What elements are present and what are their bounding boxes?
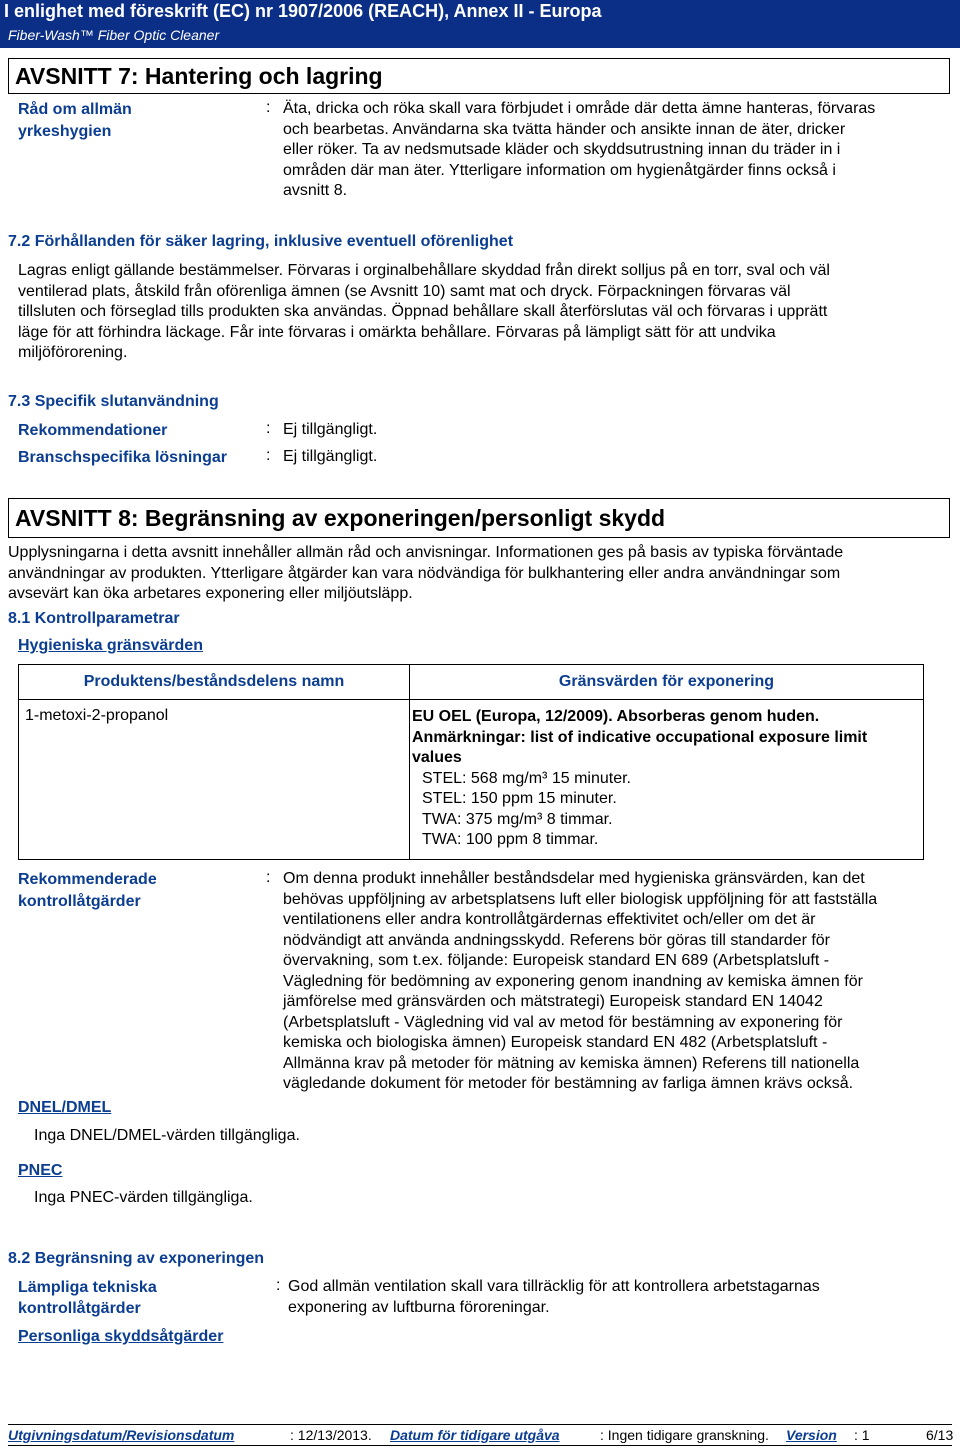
text-line: Äta, dricka och röka skall vara förbjudet i område där detta ämne hanteras, förvaras — [283, 100, 876, 117]
subsection-8-2-title: 8.2 Begränsning av exponeringen — [8, 1250, 265, 1267]
text-line: ventilerad plats, åtskild från oförenliga ämnen (se Avsnitt 10) samt mat och dryck. Förpackningen förvaras väl — [18, 282, 791, 300]
recommended-controls-label-2: kontrollåtgärder — [18, 893, 141, 910]
text-line: vägledande dokument för metoder för bestämning av farliga ämnen krävs också. — [283, 1075, 854, 1092]
issue-date-value: : 12/13/2013. — [290, 1427, 372, 1443]
text-line: God allmän ventilation skall vara tillräcklig för att kontrollera arbetstagarnas — [288, 1278, 820, 1295]
recommended-controls-label-1: Rekommenderade — [18, 871, 157, 888]
text-line: Lagras enligt gällande bestämmelser. Förvaras i orginalbehållare skyddad från direkt solljus på en torr, sval och väl — [18, 262, 830, 279]
engineering-controls-text — [288, 1277, 820, 1318]
column-header-name: Produktens/beståndsdelens namn — [19, 665, 410, 700]
exposure-limit-values — [410, 700, 924, 860]
section-8-heading: AVSNITT 8: Begränsning av exponeringen/personligt skydd — [8, 498, 950, 538]
pnec-text: Inga PNEC-värden tillgängliga. — [34, 1189, 253, 1206]
text-line: avsnitt 8. — [283, 182, 348, 199]
text-line: Om denna produkt innehåller beståndsdelar med hygieniska gränsvärden, kan det — [283, 870, 865, 887]
previous-date-value: : Ingen tidigare granskning. — [600, 1427, 769, 1443]
page-number: 6/13 — [926, 1427, 954, 1443]
colon: : — [276, 1277, 281, 1294]
dnel-dmel-text: Inga DNEL/DMEL-värden tillgängliga. — [34, 1127, 300, 1144]
text-line: tillsluten och förseglad tills produkten ska användas. Öppnad behållare skall återförslutas väl och förvaras i upprätt — [18, 303, 828, 320]
ingredient-name: 1-metoxi-2-propanol — [19, 700, 410, 860]
text-line: läge för att förhindra läckage. Får inte förvaras i omärkta behållare. Förvaras på lämpligt sätt för att undvika — [18, 323, 776, 341]
limit-value: TWA: 100 ppm 8 timmar. — [422, 831, 599, 848]
hygienic-limits-link[interactable]: Hygieniska gränsvärden — [18, 637, 203, 654]
colon: : — [266, 99, 271, 116]
version-value: : 1 — [854, 1427, 870, 1443]
text-line: miljöförorening. — [18, 344, 128, 361]
hygiene-text — [283, 99, 875, 202]
text-line: Vägledning för bedömning av exponering genom inandning av kemiska ämnen för — [283, 972, 863, 990]
colon: : — [266, 420, 271, 437]
text-line: eller röker. Ta av nedsmutsade kläder och skyddsutrustning innan du träder in i — [283, 141, 841, 158]
text-line: exponering av luftburna föroreningar. — [288, 1298, 550, 1316]
limit-value: TWA: 375 mg/m³ 8 timmar. — [422, 810, 613, 828]
table-row — [19, 700, 924, 860]
section-8-intro — [8, 543, 843, 605]
recommendations-label: Rekommendationer — [18, 422, 168, 439]
product-name: Fiber-Wash™ Fiber Optic Cleaner — [8, 27, 220, 43]
text-line: nödvändigt att använda andningsskydd. Referens bör göras till standarder för — [283, 931, 831, 949]
text-line: och bearbetas. Användarna ska tvätta händer och ansikte innan de äter, dricker — [283, 120, 846, 138]
regulation-title: I enlighet med föreskrift (EC) nr 1907/2006 (REACH), Annex II - Europa — [4, 1, 602, 21]
dnel-dmel-link[interactable]: DNEL/DMEL — [18, 1099, 112, 1116]
engineering-controls-label-1: Lämpliga tekniska — [18, 1279, 157, 1296]
page-footer — [8, 1424, 952, 1446]
storage-text — [18, 261, 830, 364]
issue-date-label: Utgivningsdatum/Revisionsdatum — [8, 1427, 235, 1443]
previous-date-label: Datum för tidigare utgåva — [390, 1427, 560, 1443]
text-line: ventilationens eller andra kontrollåtgärdernas effektivitet och/eller om det är — [283, 911, 816, 928]
text-line: områden där man äter. Ytterligare information om hygienåtgärder finns också i — [283, 161, 836, 179]
recommendations-value: Ej tillgängligt. — [283, 421, 378, 438]
text-line: användningar av produkten. Ytterligare åtgärder kan vara nödvändiga för bulkhantering eller andra användningar som — [8, 564, 841, 582]
limit-value: STEL: 568 mg/m³ 15 minuter. — [422, 769, 631, 787]
text-line: avsevärt kan öka arbetares exponering eller miljöutsläpp. — [8, 585, 413, 602]
text-line: (Arbetsplatsluft - Vägledning vid val av metod för bestämning av exponering för — [283, 1013, 843, 1031]
subsection-7-3-title: 7.3 Specifik slutanvändning — [8, 393, 219, 410]
subsection-8-1-title: 8.1 Kontrollparametrar — [8, 610, 180, 627]
recommended-controls-text — [283, 869, 877, 1095]
text-line: behövas uppföljning av arbetsplatsens luft eller biologisk uppföljning för att fastställa — [283, 890, 878, 908]
exposure-limits-table — [18, 664, 924, 860]
text-line: Allmänna krav på metoder för mätning av kemiska ämnen) Referens till nationella — [283, 1054, 860, 1072]
hygiene-label-line-2: yrkeshygien — [18, 123, 112, 140]
limit-source: EU OEL (Europa, 12/2009). Absorberas genom huden. — [412, 708, 820, 725]
sector-solutions-value: Ej tillgängligt. — [283, 448, 378, 465]
sector-solutions-label: Branschspecifika lösningar — [18, 449, 227, 466]
section-7-heading: AVSNITT 7: Hantering och lagring — [8, 58, 950, 94]
hygiene-label-line-1: Råd om allmän — [18, 101, 132, 118]
column-header-limits: Gränsvärden för exponering — [410, 665, 924, 700]
colon: : — [266, 447, 271, 464]
colon: : — [266, 869, 271, 886]
subsection-7-2-title: 7.2 Förhållanden för säker lagring, inklusive eventuell oförenlighet — [8, 233, 514, 250]
text-line: övervakning, som t.ex. följande: Europeisk standard EN 689 (Arbetsplatsluft - — [283, 952, 830, 969]
pnec-link[interactable]: PNEC — [18, 1162, 63, 1179]
engineering-controls-label-2: kontrollåtgärder — [18, 1300, 141, 1317]
version-label: Version — [786, 1427, 837, 1443]
text-line: jämförelse med gränsvärden och mätstrategi) Europeisk standard EN 14042 — [283, 993, 823, 1010]
limit-value: STEL: 150 ppm 15 minuter. — [422, 790, 617, 807]
text-line: kemiska och biologiska ämnen) Europeisk standard EN 482 (Arbetsplatsluft - — [283, 1034, 828, 1051]
personal-protection-link[interactable]: Personliga skyddsåtgärder — [18, 1328, 224, 1345]
document-header — [0, 0, 960, 48]
text-line: Upplysningarna i detta avsnitt innehåller allmän råd och anvisningar. Informationen ges på basis av typiska förväntade — [8, 544, 844, 561]
limit-remarks: Anmärkningar: list of indicative occupational exposure limit — [412, 728, 868, 746]
limit-remarks: values — [412, 749, 462, 766]
